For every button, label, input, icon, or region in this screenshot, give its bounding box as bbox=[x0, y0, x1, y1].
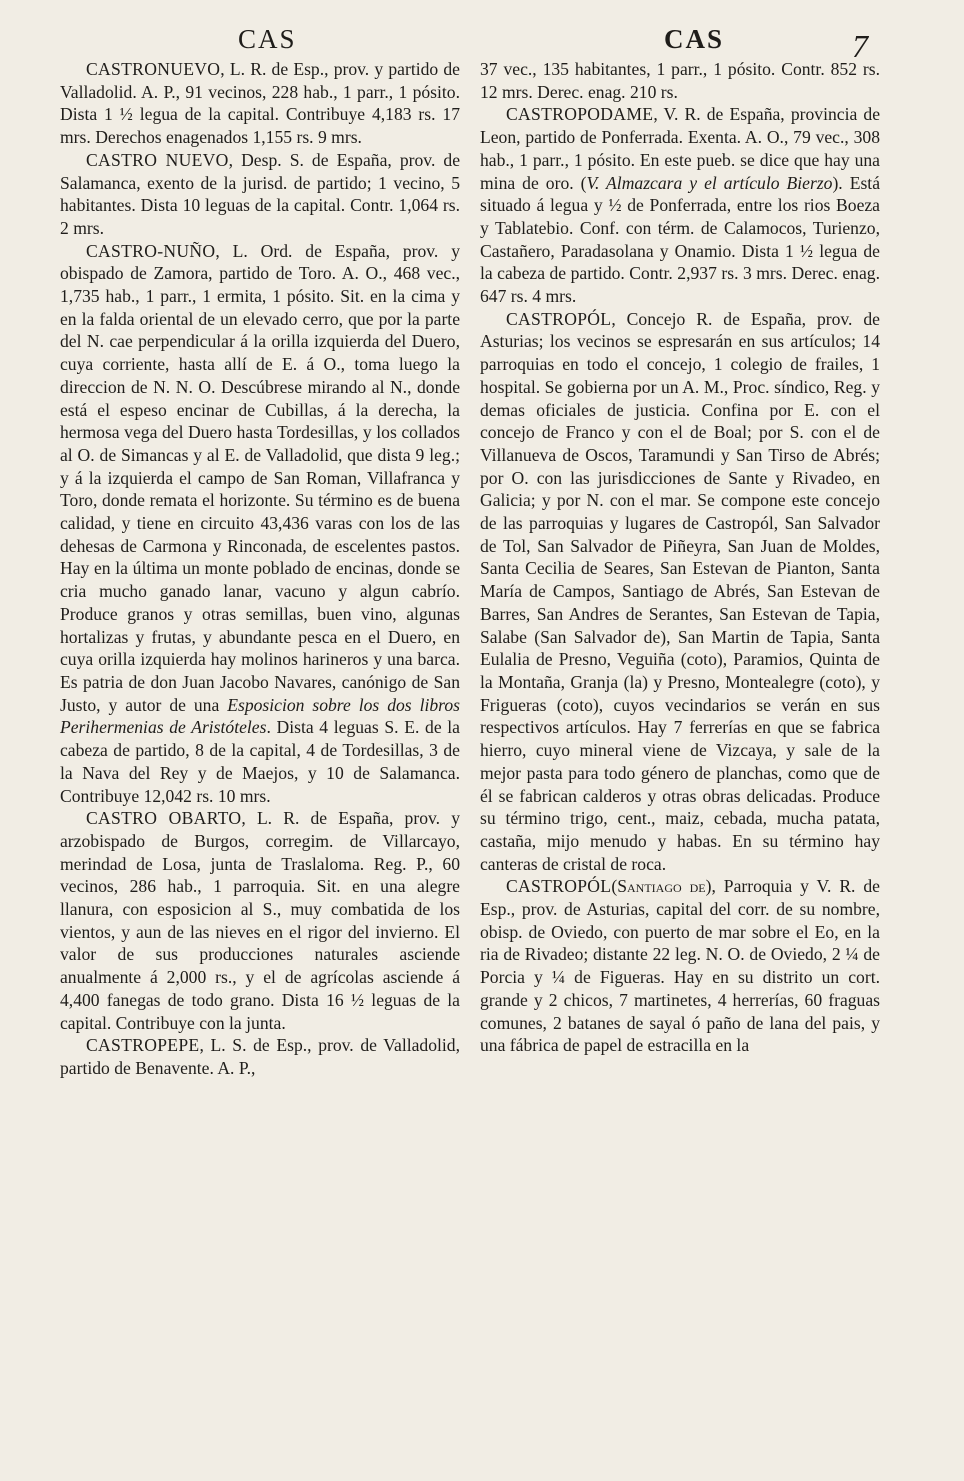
entry-text: , Parroquia y V. R. de Esp., prov. de Asturias, capital del corr. de su nombre, obisp. de Oviedo, con puerto de mar sobre el Eo, en la ria de Rivadeo; distante 22 leg. N. O. de Oviedo, 2 ¼ de Porcia y ¼ de Figueras. Hay en su distrito un cort. grande y 2 chicos, 7 martinetes, 4 herrerías, 60 fraguas comunes, 2 batanes de sayal ó paño de lana del pais, y una fábrica de papel de estracilla en la bbox=[480, 876, 880, 1056]
entry-headword: CASTROPEPE bbox=[86, 1035, 200, 1056]
entry-headword: CASTROPÓL bbox=[506, 876, 612, 897]
page-number: 7 bbox=[852, 28, 868, 64]
entry-text: 37 vec., 135 habitantes, 1 parr., 1 pósito. Contr. 852 rs. 12 mrs. Derec. enag. 210 rs. bbox=[480, 59, 880, 102]
entry-text-tail: ). Está situado á legua y ½ de Ponferrada, entre los rios Boeza y Tablatebio. Conf. con térm. de Calamocos, Turienzo, Castañero, Paradasolana y Onamio. Dista 1 ½ legua de la cabeza de partido. Contr. 2,937 rs. 3 mrs. Derec. enag. 647 rs. 4 mrs. bbox=[480, 172, 881, 307]
entry-headword: CASTROPÓL bbox=[506, 308, 612, 329]
entry-castropepe bbox=[60, 1034, 460, 1079]
entry-headword: CASTRO OBARTO bbox=[86, 808, 242, 829]
left-running-title: CAS bbox=[238, 24, 297, 54]
entry-castro-nuno bbox=[60, 240, 460, 808]
entry-subheading: (Santiago de) bbox=[611, 876, 712, 897]
entry-castro-obarto bbox=[60, 807, 460, 1034]
entry-castropepe-continued bbox=[480, 58, 880, 103]
entry-text: , Desp. S. de España, prov. de Salamanca, exento de la jurisd. de partido; 1 vecino, 5 habitantes. Dista 10 leguas de la capital. Contr. 1,064 rs. 2 mrs. bbox=[60, 149, 461, 238]
entry-cross-reference: V. Almazcara y el artículo Bierzo bbox=[586, 172, 833, 193]
entry-castro-nuevo bbox=[60, 149, 460, 240]
entry-castropol-concejo bbox=[480, 308, 880, 876]
entry-text: , L. S. de Esp., prov. de Valladolid, partido de Benavente. A. P., bbox=[60, 1035, 460, 1078]
entry-text: , L. R. de Esp., prov. y partido de Valladolid. A. P., 91 vecinos, 228 hab., 1 parr., 1 pósito. Dista 1 ½ legua de la capital. Contribuye 4,183 rs. 17 mrs. Derechos enagenados 1,155 rs. 9 mrs. bbox=[60, 59, 460, 148]
entry-text-tail: . Dista 4 leguas S. E. de la cabeza de partido, 8 de la capital, 4 de Tordesillas, 3 de la Nava del Rey y de Maejos, y 10 de Salamanca. Contribuye 12,042 rs. 10 mrs. bbox=[60, 717, 460, 806]
right-running-title: CAS bbox=[664, 24, 725, 54]
entry-headword: CASTRO NUEVO bbox=[86, 149, 229, 170]
right-column bbox=[480, 58, 880, 1057]
entry-headword: CASTRO-NUÑO bbox=[86, 240, 216, 261]
entry-headword: CASTROPODAME bbox=[506, 104, 654, 125]
left-column bbox=[60, 58, 460, 1080]
entry-castronuevo bbox=[60, 58, 460, 149]
entry-castropodame bbox=[480, 103, 880, 307]
running-header bbox=[0, 18, 964, 62]
entry-text: , Concejo R. de España, prov. de Asturias; los vecinos se espresarán en sus artículos; 14 parroquias en todo el concejo, 1 colegio de frailes, 1 hospital. Se gobierna por un A. M., Proc. síndico, Reg. y demas oficiales de justicia. Confina por E. con el concejo de Franco y con el de Boal; por S. con el de Villanueva de Oscos, Taramundi y San Tirso de Abrés; por O. con las jurisdicciones de Sante y Rivadeo, en Galicia; y por N. con el mar. Se compone este concejo de las parroquias y lugares de Castropól, San Salvador de Tol, San Salvador de Piñeyra, San Juan de Moldes, Santa Cecilia de Seares, San Estevan de Pianton, Santa María de Campos, Santiago de Abrés, San Estevan de Barres, San Andres de Serantes, San Estevan de Tapia, Salabe (San Salvador de), San Martin de Tapia, Santa Eulalia de Presno, Veguiña (coto), Paramios, Quinta de la Montaña, Granja (la) y Presno, Montealegre (coto), y Frigueras (coto), cuyos vecindarios se verán en sus respectivos artículos. Hay 7 ferrerías en que se fabrica hierro, cuyo mineral viene de Vizcaya, y sale de la mejor pasta para todo género de planchas, como que de él se fabrican calderos y otras obras delicadas. Produce su término trigo, cent., maiz, cebada, mucha patata, castaña, mijo menudo y habas. En su término hay canteras de cristal de roca. bbox=[480, 308, 880, 874]
entry-text: , L. Ord. de España, prov. y obispado de Zamora, partido de Toro. A. O., 468 vec., 1,735 hab., 1 parr., 1 ermita, 1 pósito. Sit. en la cima y en la falda oriental de un elevado cerro, que por la parte del N. cae perpendicular á la orilla izquierda del Duero, cuya corriente, hasta allí de E. á O., toma luego la direccion de N. N. O. Descúbrese mirando al N., donde está el espeso encinar de Cubillas, á la derecha, la hermosa vega del Duero hasta Tordesillas, y los collados al O. de Simancas y al E. de Valladolid, que dista 9 leg.; y á la izquierda el campo de San Roman, Villafranca y Toro, donde remata el horizonte. Su término es de buena calidad, y tiene en circuito 43,436 varas con los de las dehesas de Carmona y Rinconada, de escelentes pastos. Hay en la última un monte poblado de encinas, donde se cria mucho ganado lanar, vacuno y algun cabrío. Produce granos y otras semillas, buen vino, algunas hortalizas y frutas, y abundante pesca en el Duero, en cuya orilla izquierda hay molinos harineros y una barca. Es patria de don Juan Jacobo Navares, canónigo de San Justo, y autor de una bbox=[60, 240, 460, 715]
entry-headword: CASTRONUEVO bbox=[86, 59, 221, 79]
entry-text: , V. R. de España, provincia de Leon, partido de Ponferrada. Exenta. A. O., 79 vec., 308 hab., 1 parr., 1 pósito. En este pueb. se dice que hay una mina de oro. ( bbox=[480, 104, 880, 193]
entry-castropol-santiago bbox=[480, 875, 880, 1057]
entry-book-title: Esposicion sobre los dos libros Perihermenias de Aristóteles bbox=[60, 694, 460, 738]
entry-text: , L. R. de España, prov. y arzobispado de Burgos, corregim. de Villarcayo, merindad de Losa, junta de Traslaloma. Reg. P., 60 vecinos, 286 hab., 1 parroquia. Sit. en una alegre llanura, con esposicion al S., muy combatida de los vientos, y aun de las nieves en el rigor del invierno. El valor de sus producciones naturales asciende anualmente á 2,000 rs., y el de agrícolas asciende á 4,400 fanegas de todo grano. Dista 16 ½ leguas de la capital. Contribuye con la junta. bbox=[60, 808, 460, 1033]
